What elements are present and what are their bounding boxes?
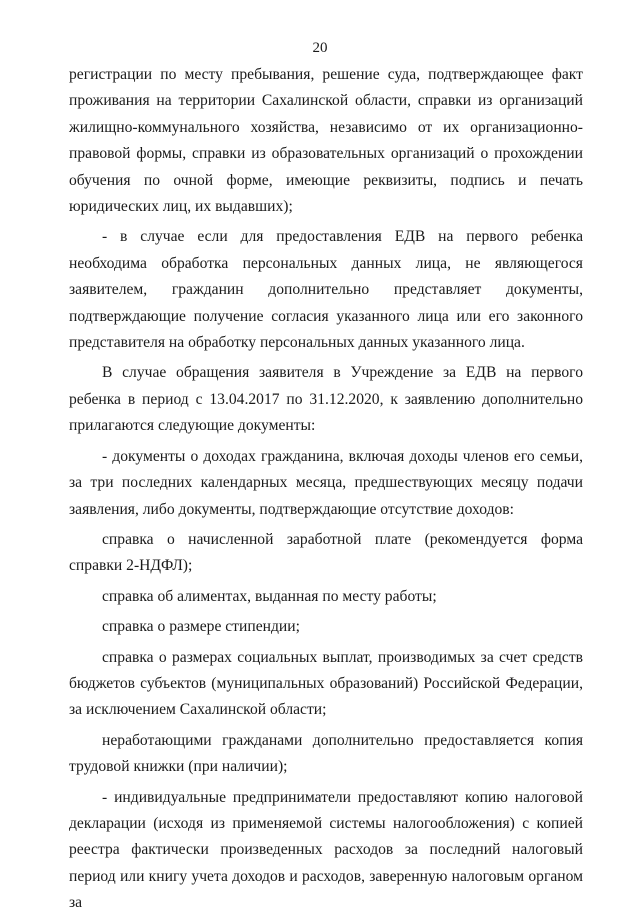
paragraph-scholarship-certificate: справка о размере стипендии; xyxy=(102,618,300,636)
paragraph-social-payments-certificate: справка о размерах социальных выплат, производимых за счет средств бюджетов субъектов (муниципальных образований) Российской Федерации, за исключением Сахалинской области; xyxy=(69,648,583,719)
paragraph-personal-data-consent: - в случае если для предоставления ЕДВ на первого ребенка необходима обработка персональных данных лица, не являющегося заявителем, гражданин дополнительно представляет документы, подтверждающие получение согласия указанного лица или его законного представителя на обработку персональных данных указанного лица. xyxy=(69,228,583,352)
paragraph-alimony-certificate: справка об алиментах, выданная по месту работы; xyxy=(102,587,437,605)
paragraph-salary-certificate: справка о начисленной заработной плате (рекомендуется форма справки 2-НДФЛ); xyxy=(69,530,583,575)
paragraph-additional-documents: В случае обращения заявителя в Учреждение за ЕДВ на первого ребенка в период с 13.04.2017 по 31.12.2020, к заявлению дополнительно прилагаются следующие документы: xyxy=(69,364,583,435)
paragraph-continuation: регистрации по месту пребывания, решение суда, подтверждающее факт проживания на территории Сахалинской области, справки из организаций жилищно-коммунального хозяйства, независимо от их организационно-правовой формы, справки из образовательных организаций о прохождении обучения по очной форме, имеющие реквизиты, подпись и печать юридических лиц, их выдавших); xyxy=(69,66,583,216)
paragraph-entrepreneurs: - индивидуальные предприниматели предоставляют копию налоговой декларации (исходя из применяемой системы налогообложения) с копией реестра фактически произведенных расходов за последний налоговый период или книгу учета доходов и расходов, заверенную налоговым органом за xyxy=(69,788,583,912)
paragraph-employment-record: неработающими гражданами дополнительно предоставляется копия трудовой книжки (при наличии); xyxy=(69,731,583,776)
paragraph-income-documents: - документы о доходах гражданина, включая доходы членов его семьи, за три последних календарных месяца, предшествующих месяцу подачи заявления, либо документы, подтверждающие отсутствие доходов: xyxy=(69,447,583,518)
document-body xyxy=(69,62,583,917)
page-number: 20 xyxy=(312,40,328,56)
